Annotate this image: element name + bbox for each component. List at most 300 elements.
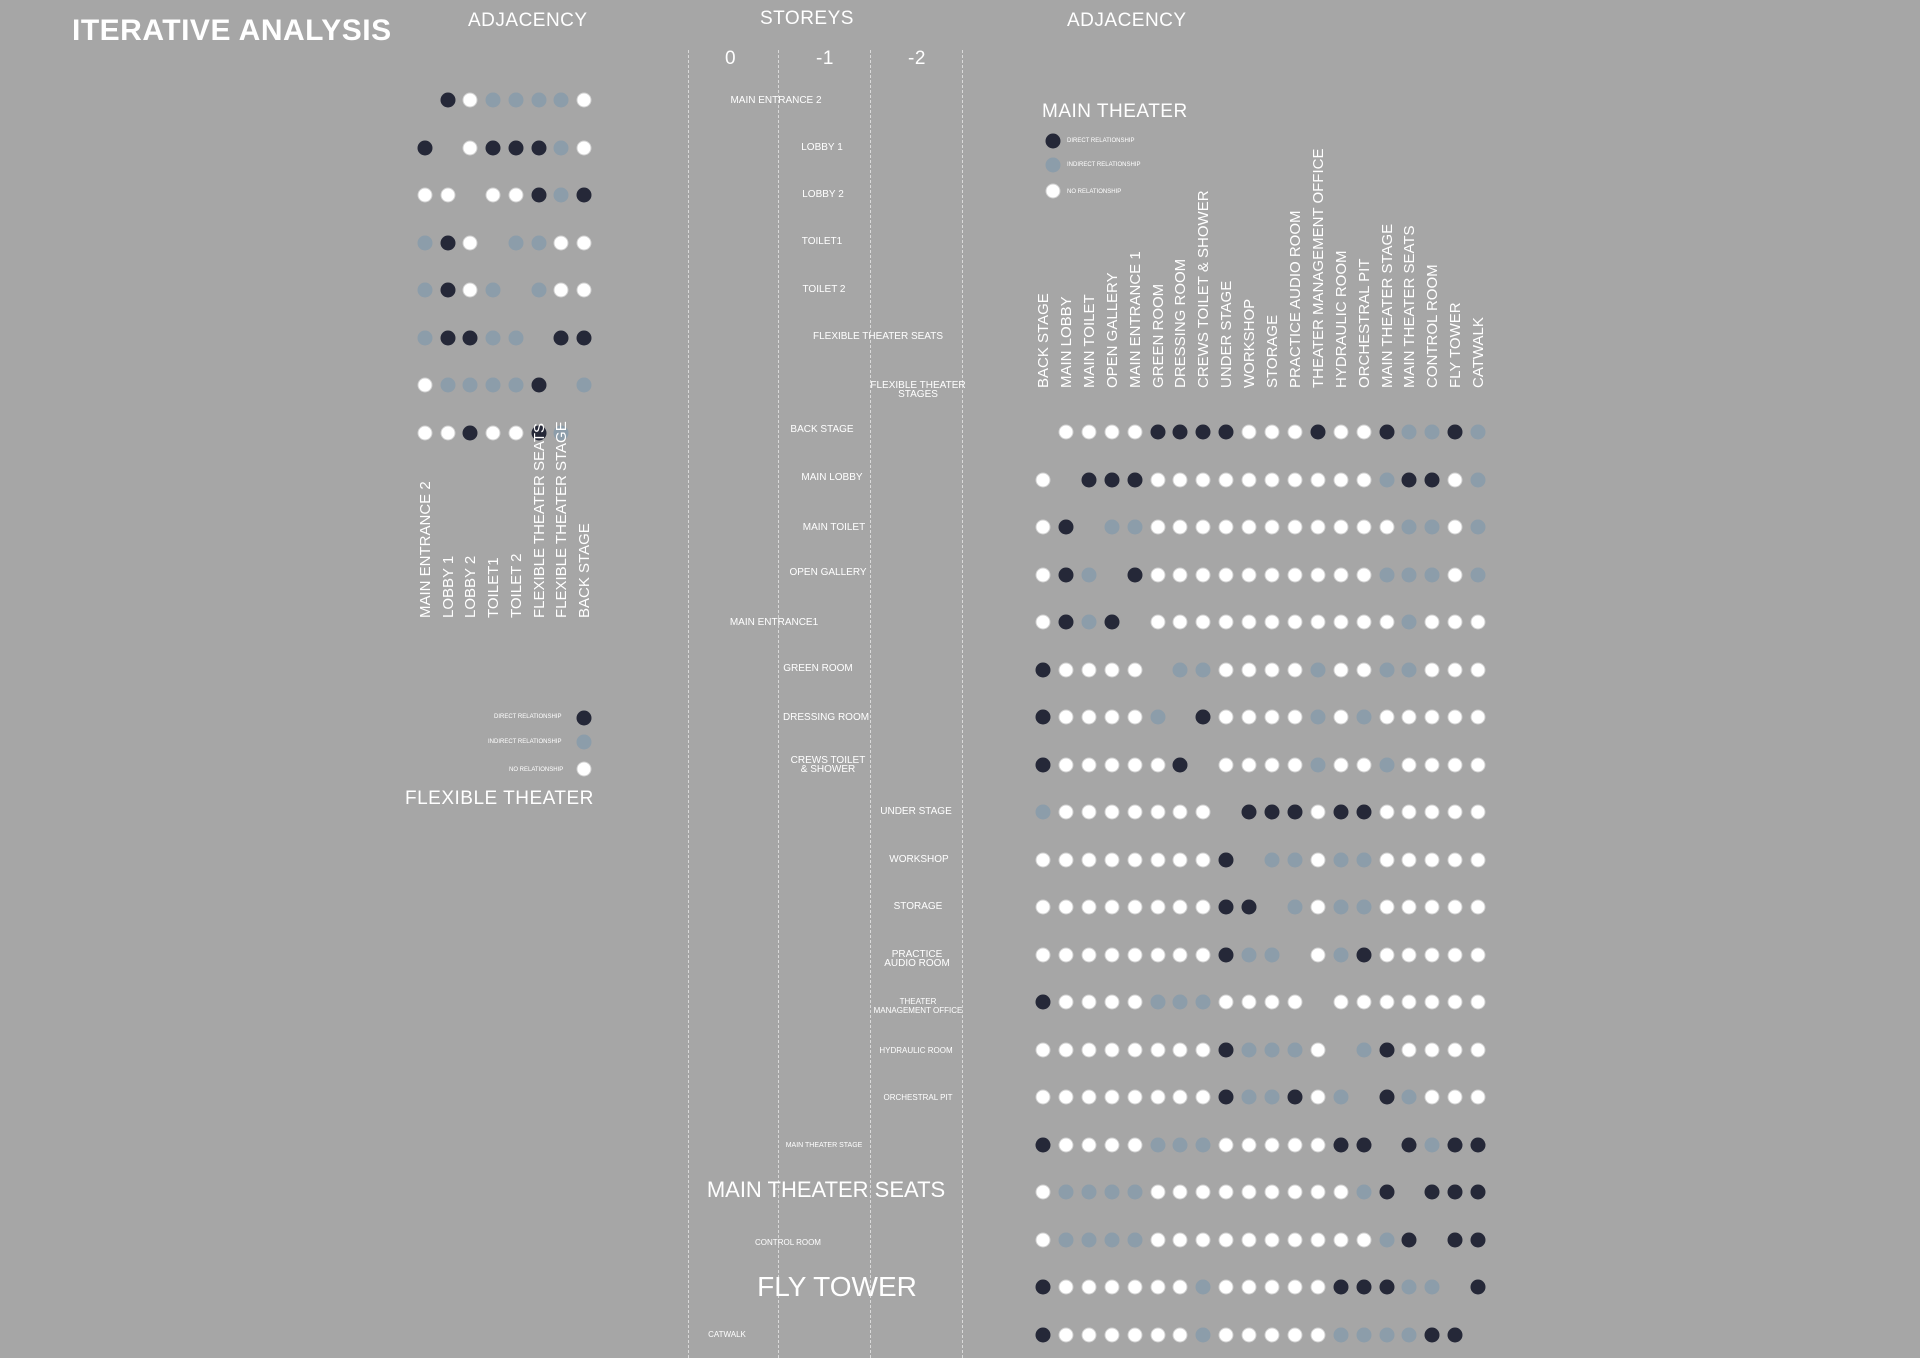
storey-room-maintoilet: MAIN TOILET [802,522,866,533]
main-cell-r14-c18 [1448,1090,1463,1105]
main-col-label-5: GREEN ROOM [1149,283,1167,388]
main-cell-r11-c15 [1379,947,1394,962]
main-cell-r4-c12 [1310,615,1325,630]
main-cell-r8-c10 [1265,805,1280,820]
main-cell-r6-c12 [1310,710,1325,725]
main-cell-r10-c7 [1196,900,1211,915]
main-cell-r4-c7 [1196,615,1211,630]
main-cell-r19-c7 [1196,1327,1211,1342]
main-cell-r0-c7 [1196,425,1211,440]
main-cell-r4-c11 [1287,615,1302,630]
main-cell-r11-c1 [1058,947,1073,962]
main-cell-r10-c9 [1242,900,1257,915]
main-theater-title: MAIN THEATER [1042,101,1188,122]
main-cell-r11-c7 [1196,947,1211,962]
main-cell-r7-c5 [1150,757,1165,772]
main-cell-r16-c3 [1104,1185,1119,1200]
main-cell-r17-c0 [1036,1232,1051,1247]
main-cell-r8-c13 [1333,805,1348,820]
storey-room-seats: MAIN THEATER SEATS [706,1177,946,1202]
main-cell-r19-c12 [1310,1327,1325,1342]
main-cell-r19-c14 [1356,1327,1371,1342]
main-cell-r18-c10 [1265,1280,1280,1295]
main-col-label-14: ORCHESTRAL PIT [1355,258,1373,388]
storey-divider-2 [778,50,779,1358]
main-cell-r10-c8 [1219,900,1234,915]
main-cell-r11-c2 [1081,947,1096,962]
main-cell-r6-c17 [1425,710,1440,725]
main-cell-r4-c0 [1036,615,1051,630]
flex-cell-r7-c1 [440,425,455,440]
flex-cell-r7-c0 [418,425,433,440]
main-cell-r6-c10 [1265,710,1280,725]
flex-cell-r7-c2 [463,425,478,440]
main-cell-r17-c19 [1471,1232,1486,1247]
main-cell-r6-c14 [1356,710,1371,725]
main-cell-r10-c6 [1173,900,1188,915]
main-cell-r12-c16 [1402,995,1417,1010]
flex-col-label-6: FLEXIBLE THEATER STAGE [553,421,571,618]
main-cell-r4-c6 [1173,615,1188,630]
main-cell-r7-c12 [1310,757,1325,772]
main-cell-r7-c18 [1448,757,1463,772]
flex-cell-r4-c3 [486,283,501,298]
storey-level-minus-1: -1 [816,48,834,69]
flex-cell-r1-c0 [418,140,433,155]
main-cell-r13-c8 [1219,1042,1234,1057]
main-cell-r18-c15 [1379,1280,1394,1295]
main-cell-r3-c6 [1173,567,1188,582]
main-cell-r9-c4 [1127,852,1142,867]
main-cell-r15-c19 [1471,1137,1486,1152]
flex-cell-r0-c7 [576,93,591,108]
storey-room-practice: PRACTICE AUDIO ROOM [884,949,950,969]
main-cell-r1-c18 [1448,472,1463,487]
main-cell-r4-c3 [1104,615,1119,630]
storey-room-dressing: DRESSING ROOM [782,712,870,723]
main-cell-r19-c3 [1104,1327,1119,1342]
main-cell-r8-c18 [1448,805,1463,820]
main-cell-r7-c16 [1402,757,1417,772]
flex-cell-r2-c1 [440,188,455,203]
main-cell-r5-c17 [1425,662,1440,677]
main-cell-r3-c12 [1310,567,1325,582]
main-cell-r5-c6 [1173,662,1188,677]
main-cell-r3-c9 [1242,567,1257,582]
storey-room-me2: MAIN ENTRANCE 2 [730,95,822,106]
main-cell-r3-c0 [1036,567,1051,582]
flex-cell-r1-c7 [576,140,591,155]
main-cell-r16-c12 [1310,1185,1325,1200]
main-cell-r15-c1 [1058,1137,1073,1152]
main-cell-r0-c1 [1058,425,1073,440]
main-cell-r12-c4 [1127,995,1142,1010]
storey-room-ftst: FLEXIBLE THEATER STAGES [870,380,966,400]
main-cell-r14-c2 [1081,1090,1096,1105]
main-cell-r10-c3 [1104,900,1119,915]
flex-cell-r7-c3 [486,425,501,440]
flex-cell-r3-c1 [440,235,455,250]
main-cell-r12-c14 [1356,995,1371,1010]
main-cell-r5-c18 [1448,662,1463,677]
main-cell-r1-c11 [1287,472,1302,487]
main-cell-r3-c5 [1150,567,1165,582]
flex-col-label-1: LOBBY 1 [439,555,457,618]
main-cell-r8-c2 [1081,805,1096,820]
main-cell-r2-c4 [1127,520,1142,535]
main-cell-r1-c4 [1127,472,1142,487]
main-col-label-6: DRESSING ROOM [1172,258,1190,388]
main-cell-r4-c15 [1379,615,1394,630]
main-cell-r8-c17 [1425,805,1440,820]
main-cell-r14-c16 [1402,1090,1417,1105]
main-cell-r0-c12 [1310,425,1325,440]
main-cell-r18-c17 [1425,1280,1440,1295]
main-cell-r5-c15 [1379,662,1394,677]
main-cell-r14-c5 [1150,1090,1165,1105]
main-cell-r9-c2 [1081,852,1096,867]
main-cell-r7-c1 [1058,757,1073,772]
flex-cell-r2-c7 [576,188,591,203]
storey-room-workshop: WORKSHOP [889,854,949,865]
main-cell-r0-c2 [1081,425,1096,440]
flex-legend-none-swatch [577,762,592,777]
main-cell-r12-c15 [1379,995,1394,1010]
main-cell-r5-c1 [1058,662,1073,677]
main-cell-r4-c5 [1150,615,1165,630]
storey-room-toilet2: TOILET 2 [802,284,846,295]
flex-cell-r1-c5 [531,140,546,155]
flex-cell-r6-c3 [486,378,501,393]
main-cell-r8-c14 [1356,805,1371,820]
main-cell-r8-c7 [1196,805,1211,820]
main-cell-r19-c2 [1081,1327,1096,1342]
adjacency-left-heading: ADJACENCY [468,10,588,31]
main-cell-r15-c18 [1448,1137,1463,1152]
main-cell-r2-c19 [1471,520,1486,535]
main-cell-r6-c8 [1219,710,1234,725]
main-cell-r17-c2 [1081,1232,1096,1247]
storeys-heading: STOREYS [760,8,854,29]
main-cell-r15-c16 [1402,1137,1417,1152]
main-cell-r3-c2 [1081,567,1096,582]
main-cell-r6-c1 [1058,710,1073,725]
main-cell-r17-c5 [1150,1232,1165,1247]
main-cell-r7-c10 [1265,757,1280,772]
main-legend-indirect-label: INDIRECT RELATIONSHIP [1067,162,1141,168]
main-cell-r6-c13 [1333,710,1348,725]
main-col-label-3: OPEN GALLERY [1103,272,1121,388]
main-cell-r16-c5 [1150,1185,1165,1200]
flex-cell-r0-c5 [531,93,546,108]
main-cell-r4-c1 [1058,615,1073,630]
main-cell-r15-c11 [1287,1137,1302,1152]
main-cell-r1-c19 [1471,472,1486,487]
main-cell-r2-c3 [1104,520,1119,535]
main-cell-r9-c3 [1104,852,1119,867]
flex-cell-r2-c6 [554,188,569,203]
main-cell-r4-c8 [1219,615,1234,630]
main-cell-r9-c6 [1173,852,1188,867]
main-cell-r12-c9 [1242,995,1257,1010]
main-cell-r17-c1 [1058,1232,1073,1247]
main-col-label-4: MAIN ENTRANCE 1 [1126,251,1144,388]
storey-room-catwalk: CATWALK [708,1330,746,1339]
main-cell-r16-c4 [1127,1185,1142,1200]
main-cell-r9-c10 [1265,852,1280,867]
main-cell-r19-c9 [1242,1327,1257,1342]
main-cell-r19-c10 [1265,1327,1280,1342]
main-cell-r9-c19 [1471,852,1486,867]
storey-room-lobby2: LOBBY 2 [802,189,844,200]
flex-cell-r3-c7 [576,235,591,250]
main-cell-r1-c17 [1425,472,1440,487]
main-col-label-19: CATWALK [1470,317,1488,388]
main-cell-r6-c18 [1448,710,1463,725]
flex-col-label-5: FLEXIBLE THEATER SEATS [530,422,548,618]
main-cell-r15-c4 [1127,1137,1142,1152]
main-cell-r8-c9 [1242,805,1257,820]
main-cell-r8-c15 [1379,805,1394,820]
main-cell-r0-c13 [1333,425,1348,440]
main-cell-r2-c5 [1150,520,1165,535]
main-cell-r18-c2 [1081,1280,1096,1295]
main-legend-none-swatch [1046,184,1061,199]
main-cell-r13-c4 [1127,1042,1142,1057]
main-cell-r16-c17 [1425,1185,1440,1200]
main-cell-r17-c12 [1310,1232,1325,1247]
main-cell-r6-c5 [1150,710,1165,725]
storey-room-backstage: BACK STAGE [790,424,854,435]
main-cell-r19-c16 [1402,1327,1417,1342]
flex-cell-r1-c2 [463,140,478,155]
main-cell-r3-c11 [1287,567,1302,582]
main-cell-r13-c14 [1356,1042,1371,1057]
main-cell-r14-c10 [1265,1090,1280,1105]
main-cell-r4-c2 [1081,615,1096,630]
main-cell-r6-c0 [1036,710,1051,725]
main-cell-r10-c17 [1425,900,1440,915]
main-cell-r19-c18 [1448,1327,1463,1342]
main-cell-r13-c0 [1036,1042,1051,1057]
main-cell-r17-c9 [1242,1232,1257,1247]
main-cell-r17-c6 [1173,1232,1188,1247]
main-cell-r14-c9 [1242,1090,1257,1105]
main-cell-r18-c5 [1150,1280,1165,1295]
main-cell-r0-c16 [1402,425,1417,440]
main-cell-r14-c3 [1104,1090,1119,1105]
flex-col-label-2: LOBBY 2 [462,555,480,618]
main-cell-r15-c6 [1173,1137,1188,1152]
main-cell-r15-c7 [1196,1137,1211,1152]
main-cell-r10-c11 [1287,900,1302,915]
flex-cell-r3-c5 [531,235,546,250]
flex-cell-r0-c2 [463,93,478,108]
main-cell-r5-c3 [1104,662,1119,677]
main-cell-r3-c18 [1448,567,1463,582]
main-cell-r11-c8 [1219,947,1234,962]
adjacency-right-heading: ADJACENCY [1067,10,1187,31]
main-cell-r8-c6 [1173,805,1188,820]
main-cell-r11-c18 [1448,947,1463,962]
flex-legend-none-label: NO RELATIONSHIP [509,767,564,773]
main-cell-r3-c15 [1379,567,1394,582]
main-cell-r13-c7 [1196,1042,1211,1057]
main-cell-r18-c11 [1287,1280,1302,1295]
storey-room-control: CONTROL ROOM [755,1238,821,1247]
main-cell-r7-c11 [1287,757,1302,772]
main-cell-r3-c14 [1356,567,1371,582]
main-cell-r15-c8 [1219,1137,1234,1152]
storey-room-opengallery: OPEN GALLERY [789,567,867,578]
main-cell-r5-c7 [1196,662,1211,677]
main-cell-r19-c13 [1333,1327,1348,1342]
main-cell-r0-c6 [1173,425,1188,440]
main-legend-direct-swatch [1046,134,1061,149]
main-cell-r2-c7 [1196,520,1211,535]
main-cell-r7-c9 [1242,757,1257,772]
main-cell-r6-c16 [1402,710,1417,725]
main-cell-r3-c10 [1265,567,1280,582]
main-cell-r7-c0 [1036,757,1051,772]
main-cell-r5-c12 [1310,662,1325,677]
main-col-label-11: PRACTICE AUDIO ROOM [1286,210,1304,388]
main-cell-r3-c7 [1196,567,1211,582]
main-cell-r13-c5 [1150,1042,1165,1057]
main-cell-r17-c4 [1127,1232,1142,1247]
main-cell-r10-c18 [1448,900,1463,915]
storey-room-me1: MAIN ENTRANCE1 [729,617,819,628]
main-cell-r0-c9 [1242,425,1257,440]
main-cell-r6-c7 [1196,710,1211,725]
main-cell-r18-c8 [1219,1280,1234,1295]
main-cell-r0-c5 [1150,425,1165,440]
main-cell-r12-c17 [1425,995,1440,1010]
main-cell-r14-c19 [1471,1090,1486,1105]
flex-cell-r5-c7 [576,330,591,345]
main-cell-r18-c14 [1356,1280,1371,1295]
flex-cell-r5-c4 [508,330,523,345]
main-col-label-8: UNDER STAGE [1218,280,1236,388]
main-cell-r18-c16 [1402,1280,1417,1295]
main-cell-r18-c0 [1036,1280,1051,1295]
main-cell-r2-c17 [1425,520,1440,535]
main-cell-r7-c17 [1425,757,1440,772]
main-cell-r0-c11 [1287,425,1302,440]
main-cell-r1-c12 [1310,472,1325,487]
main-cell-r13-c2 [1081,1042,1096,1057]
main-cell-r5-c19 [1471,662,1486,677]
main-cell-r7-c8 [1219,757,1234,772]
main-cell-r14-c15 [1379,1090,1394,1105]
main-cell-r12-c13 [1333,995,1348,1010]
main-cell-r14-c11 [1287,1090,1302,1105]
main-cell-r11-c0 [1036,947,1051,962]
main-cell-r5-c0 [1036,662,1051,677]
main-cell-r16-c14 [1356,1185,1371,1200]
main-cell-r7-c2 [1081,757,1096,772]
main-cell-r16-c10 [1265,1185,1280,1200]
main-cell-r15-c5 [1150,1137,1165,1152]
main-cell-r1-c3 [1104,472,1119,487]
main-cell-r9-c18 [1448,852,1463,867]
main-cell-r8-c19 [1471,805,1486,820]
main-cell-r1-c5 [1150,472,1165,487]
main-cell-r15-c17 [1425,1137,1440,1152]
main-cell-r2-c12 [1310,520,1325,535]
main-cell-r5-c2 [1081,662,1096,677]
main-cell-r10-c1 [1058,900,1073,915]
flex-cell-r6-c2 [463,378,478,393]
storey-room-mainlobby: MAIN LOBBY [801,472,863,483]
flex-cell-r5-c1 [440,330,455,345]
main-cell-r6-c11 [1287,710,1302,725]
flex-cell-r1-c6 [554,140,569,155]
main-cell-r0-c18 [1448,425,1463,440]
main-cell-r14-c4 [1127,1090,1142,1105]
flex-cell-r7-c4 [508,425,523,440]
flex-cell-r3-c2 [463,235,478,250]
main-cell-r16-c18 [1448,1185,1463,1200]
main-cell-r2-c0 [1036,520,1051,535]
main-cell-r2-c11 [1287,520,1302,535]
main-cell-r16-c7 [1196,1185,1211,1200]
main-cell-r16-c2 [1081,1185,1096,1200]
storey-room-tmo: THEATER MANAGEMENT OFFICE [873,997,963,1015]
main-cell-r4-c10 [1265,615,1280,630]
main-cell-r4-c18 [1448,615,1463,630]
main-cell-r1-c14 [1356,472,1371,487]
main-cell-r10-c0 [1036,900,1051,915]
main-col-label-17: CONTROL ROOM [1424,264,1442,388]
main-cell-r17-c18 [1448,1232,1463,1247]
main-cell-r19-c6 [1173,1327,1188,1342]
main-cell-r7-c3 [1104,757,1119,772]
main-cell-r18-c12 [1310,1280,1325,1295]
main-cell-r1-c7 [1196,472,1211,487]
main-cell-r1-c16 [1402,472,1417,487]
flex-cell-r1-c4 [508,140,523,155]
main-cell-r12-c19 [1471,995,1486,1010]
flex-legend-indirect-swatch [577,735,592,750]
main-cell-r5-c10 [1265,662,1280,677]
main-cell-r1-c13 [1333,472,1348,487]
main-cell-r17-c10 [1265,1232,1280,1247]
storey-room-greenroom: GREEN ROOM [783,663,853,674]
main-cell-r11-c5 [1150,947,1165,962]
main-cell-r16-c8 [1219,1185,1234,1200]
main-cell-r13-c12 [1310,1042,1325,1057]
main-cell-r16-c6 [1173,1185,1188,1200]
main-cell-r6-c4 [1127,710,1142,725]
main-cell-r2-c8 [1219,520,1234,535]
main-cell-r0-c10 [1265,425,1280,440]
flex-legend-indirect-label: INDIRECT RELATIONSHIP [488,739,562,745]
flex-cell-r6-c1 [440,378,455,393]
main-cell-r3-c16 [1402,567,1417,582]
main-cell-r10-c5 [1150,900,1165,915]
main-cell-r4-c19 [1471,615,1486,630]
flex-cell-r0-c1 [440,93,455,108]
main-legend-indirect-swatch [1046,158,1061,173]
flex-cell-r5-c6 [554,330,569,345]
main-cell-r10-c13 [1333,900,1348,915]
main-cell-r16-c1 [1058,1185,1073,1200]
main-cell-r15-c2 [1081,1137,1096,1152]
main-cell-r9-c7 [1196,852,1211,867]
flex-cell-r4-c0 [418,283,433,298]
storey-divider-1 [688,50,689,1358]
